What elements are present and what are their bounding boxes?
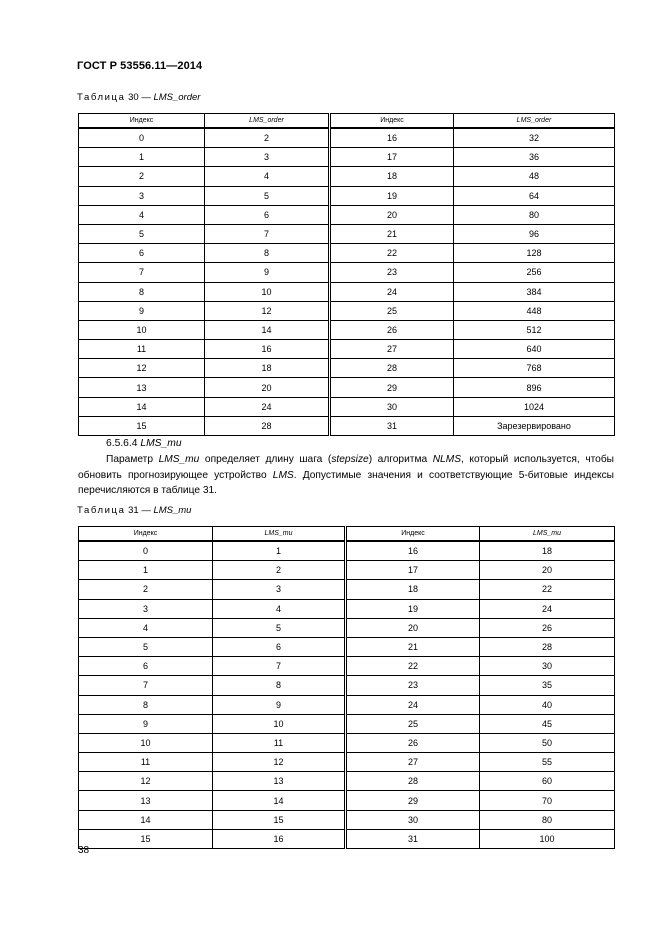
table-cell: 0 (79, 128, 205, 148)
table-cell: 28 (480, 637, 615, 656)
table31-caption-number: 31 (128, 505, 139, 516)
table-row (79, 416, 615, 435)
table-cell: 30 (480, 657, 615, 676)
table-cell: 12 (213, 753, 346, 772)
table-row (79, 378, 615, 397)
table-cell: 12 (79, 359, 205, 378)
table-cell: 6 (79, 244, 205, 263)
table30-header-value: LMS_order (205, 114, 330, 129)
table-cell: 18 (480, 541, 615, 561)
table-cell: 0 (79, 541, 213, 561)
table-cell: 7 (213, 657, 346, 676)
table-cell: 8 (213, 676, 346, 695)
table-cell: 23 (346, 676, 480, 695)
table-cell: 6 (205, 205, 330, 224)
table-cell: 16 (205, 340, 330, 359)
table-cell: 3 (79, 186, 205, 205)
table-cell: 3 (79, 599, 213, 618)
table30-caption-dash: — (141, 92, 151, 103)
table-cell: 26 (480, 618, 615, 637)
table-cell: 24 (480, 599, 615, 618)
table-cell: 8 (79, 282, 205, 301)
table-cell: 10 (79, 733, 213, 752)
table-cell: 35 (480, 676, 615, 695)
table31-body (79, 541, 615, 849)
table-cell: 19 (346, 599, 480, 618)
table-cell: 16 (330, 128, 454, 148)
section-name: LMS_mu (140, 438, 182, 449)
table-row (79, 148, 615, 167)
table-cell: 11 (79, 753, 213, 772)
paragraph-part: Параметр (106, 454, 159, 465)
table-cell: 24 (205, 397, 330, 416)
table-row (79, 695, 615, 714)
table-cell: 5 (205, 186, 330, 205)
table-cell: 6 (213, 637, 346, 656)
document-header: ГОСТ Р 53556.11—2014 (77, 60, 203, 72)
table-cell: 70 (480, 791, 615, 810)
table-row (79, 561, 615, 580)
table-cell: 25 (346, 714, 480, 733)
table-cell: 2 (213, 561, 346, 580)
table-row (79, 205, 615, 224)
table-cell: 20 (330, 205, 454, 224)
table-cell: 31 (346, 829, 480, 848)
table31 (78, 526, 615, 849)
paragraph-term: LMS_mu (158, 454, 200, 465)
table-cell: 10 (205, 282, 330, 301)
section-paragraph (78, 452, 614, 499)
table-cell: 24 (346, 695, 480, 714)
table-row (79, 580, 615, 599)
paragraph-text (78, 452, 614, 499)
table-row (79, 301, 615, 320)
table-row (79, 791, 615, 810)
table-row (79, 599, 615, 618)
table-row (79, 186, 615, 205)
table30-header-index-2: Индекс (330, 114, 454, 129)
table-cell: 48 (454, 167, 615, 186)
paragraph-part: определяет длину шага ( (199, 454, 332, 465)
table-row (79, 772, 615, 791)
table-cell: 17 (330, 148, 454, 167)
table-cell: 384 (454, 282, 615, 301)
table-cell: 1024 (454, 397, 615, 416)
table-row (79, 676, 615, 695)
table-cell: 17 (346, 561, 480, 580)
table-cell: 20 (480, 561, 615, 580)
table-cell: 14 (205, 320, 330, 339)
table-cell: 4 (213, 599, 346, 618)
table-cell: 29 (346, 791, 480, 810)
table-cell: 640 (454, 340, 615, 359)
table-cell: 9 (79, 301, 205, 320)
table-cell: 24 (330, 282, 454, 301)
table-cell: 23 (330, 263, 454, 282)
table-cell: 1 (79, 148, 205, 167)
table-cell: 40 (480, 695, 615, 714)
table-cell: 100 (480, 829, 615, 848)
table-cell: 27 (330, 340, 454, 359)
table-cell: 2 (79, 167, 205, 186)
table-cell: 22 (330, 244, 454, 263)
table-cell: 448 (454, 301, 615, 320)
table-row (79, 657, 615, 676)
paragraph-term: stepsize (331, 454, 369, 465)
table-cell: 4 (79, 618, 213, 637)
table-cell: 20 (346, 618, 480, 637)
table-cell: 13 (79, 378, 205, 397)
table30-caption-prefix: Таблица (77, 92, 126, 103)
table-cell: 7 (79, 263, 205, 282)
table-row (79, 618, 615, 637)
table-cell: 21 (330, 224, 454, 243)
table-row (79, 541, 615, 561)
table-cell: 25 (330, 301, 454, 320)
table30-caption-name: LMS_order (153, 92, 201, 103)
table-cell: 18 (205, 359, 330, 378)
table-row (79, 128, 615, 148)
table-cell: 9 (213, 695, 346, 714)
table-cell: 13 (213, 772, 346, 791)
table-cell: 15 (79, 829, 213, 848)
table-cell: 5 (213, 618, 346, 637)
table-row (79, 397, 615, 416)
table-cell: 1 (79, 561, 213, 580)
table-row (79, 637, 615, 656)
table-cell: 80 (454, 205, 615, 224)
table-cell: 2 (205, 128, 330, 148)
table-cell: 28 (330, 359, 454, 378)
paragraph-part: ) алгоритма (368, 454, 433, 465)
table-cell: 10 (79, 320, 205, 339)
table-cell: 45 (480, 714, 615, 733)
table-row (79, 829, 615, 848)
table-row (79, 282, 615, 301)
table-cell: 4 (205, 167, 330, 186)
table-cell: 7 (79, 676, 213, 695)
table31-caption-name: LMS_mu (153, 505, 192, 516)
table-cell: Зарезервировано (454, 416, 615, 435)
table-row (79, 224, 615, 243)
table-cell: 8 (205, 244, 330, 263)
table31-header-index-2: Индекс (346, 527, 480, 542)
table-cell: 9 (205, 263, 330, 282)
table30-header-row (79, 114, 615, 129)
table-row (79, 733, 615, 752)
table-cell: 7 (205, 224, 330, 243)
table-cell: 26 (346, 733, 480, 752)
table-cell: 3 (213, 580, 346, 599)
table-cell: 80 (480, 810, 615, 829)
table-cell: 28 (205, 416, 330, 435)
page-number: 38 (78, 845, 90, 856)
table-cell: 16 (213, 829, 346, 848)
table-row (79, 340, 615, 359)
table31-header-value-2: LMS_mu (480, 527, 615, 542)
table-cell: 64 (454, 186, 615, 205)
table-cell: 31 (330, 416, 454, 435)
table-cell: 768 (454, 359, 615, 378)
section-title (106, 438, 182, 449)
table31-header-value: LMS_mu (213, 527, 346, 542)
table-cell: 12 (205, 301, 330, 320)
table-cell: 8 (79, 695, 213, 714)
table-cell: 512 (454, 320, 615, 339)
table30-header-value-2: LMS_order (454, 114, 615, 129)
table-cell: 22 (480, 580, 615, 599)
table30 (78, 113, 615, 436)
table-row (79, 714, 615, 733)
table-row (79, 244, 615, 263)
table30-caption (77, 92, 200, 103)
table-cell: 18 (330, 167, 454, 186)
table-row (79, 263, 615, 282)
table31-caption-prefix: Таблица (77, 505, 126, 516)
table-cell: 14 (79, 810, 213, 829)
paragraph-term: NLMS (432, 454, 462, 465)
table-cell: 26 (330, 320, 454, 339)
table-cell: 5 (79, 637, 213, 656)
table-cell: 27 (346, 753, 480, 772)
table-cell: 29 (330, 378, 454, 397)
table-row (79, 810, 615, 829)
table-cell: 18 (346, 580, 480, 599)
paragraph-part: , который используется, чтобы обновить прогнозирующее устройство (78, 454, 615, 481)
table-row (79, 320, 615, 339)
paragraph-part: . Допустимые значения и соответствующие 5-битовые индексы перечисляются в таблице 31. (78, 469, 614, 496)
table-cell: 2 (79, 580, 213, 599)
table-cell: 60 (480, 772, 615, 791)
table-row (79, 359, 615, 378)
section-number: 6.5.6.4 (106, 438, 138, 449)
table31-caption-dash: — (141, 505, 151, 516)
table-cell: 1 (213, 541, 346, 561)
table-cell: 20 (205, 378, 330, 397)
table-cell: 32 (454, 128, 615, 148)
table31-caption (77, 505, 191, 516)
table31-header-row (79, 527, 615, 542)
table-cell: 12 (79, 772, 213, 791)
paragraph-term: LMS (272, 469, 294, 481)
table-cell: 128 (454, 244, 615, 263)
table30-body (79, 128, 615, 436)
table-cell: 21 (346, 637, 480, 656)
table-cell: 30 (346, 810, 480, 829)
table30-caption-number: 30 (128, 92, 139, 103)
table-cell: 11 (213, 733, 346, 752)
table-cell: 19 (330, 186, 454, 205)
table-cell: 4 (79, 205, 205, 224)
table-cell: 6 (79, 657, 213, 676)
table-cell: 14 (79, 397, 205, 416)
table-cell: 50 (480, 733, 615, 752)
table-cell: 5 (79, 224, 205, 243)
table-cell: 28 (346, 772, 480, 791)
table-cell: 896 (454, 378, 615, 397)
table-cell: 30 (330, 397, 454, 416)
table-cell: 15 (79, 416, 205, 435)
table-cell: 11 (79, 340, 205, 359)
table-cell: 15 (213, 810, 346, 829)
table-cell: 16 (346, 541, 480, 561)
table-cell: 13 (79, 791, 213, 810)
table-cell: 36 (454, 148, 615, 167)
table-cell: 55 (480, 753, 615, 772)
table-cell: 256 (454, 263, 615, 282)
table-row (79, 753, 615, 772)
table31-header-index: Индекс (79, 527, 213, 542)
table-cell: 10 (213, 714, 346, 733)
table-row (79, 167, 615, 186)
table-cell: 3 (205, 148, 330, 167)
table-cell: 9 (79, 714, 213, 733)
table-cell: 14 (213, 791, 346, 810)
table30-header-index: Индекс (79, 114, 205, 129)
table-cell: 22 (346, 657, 480, 676)
table-cell: 96 (454, 224, 615, 243)
